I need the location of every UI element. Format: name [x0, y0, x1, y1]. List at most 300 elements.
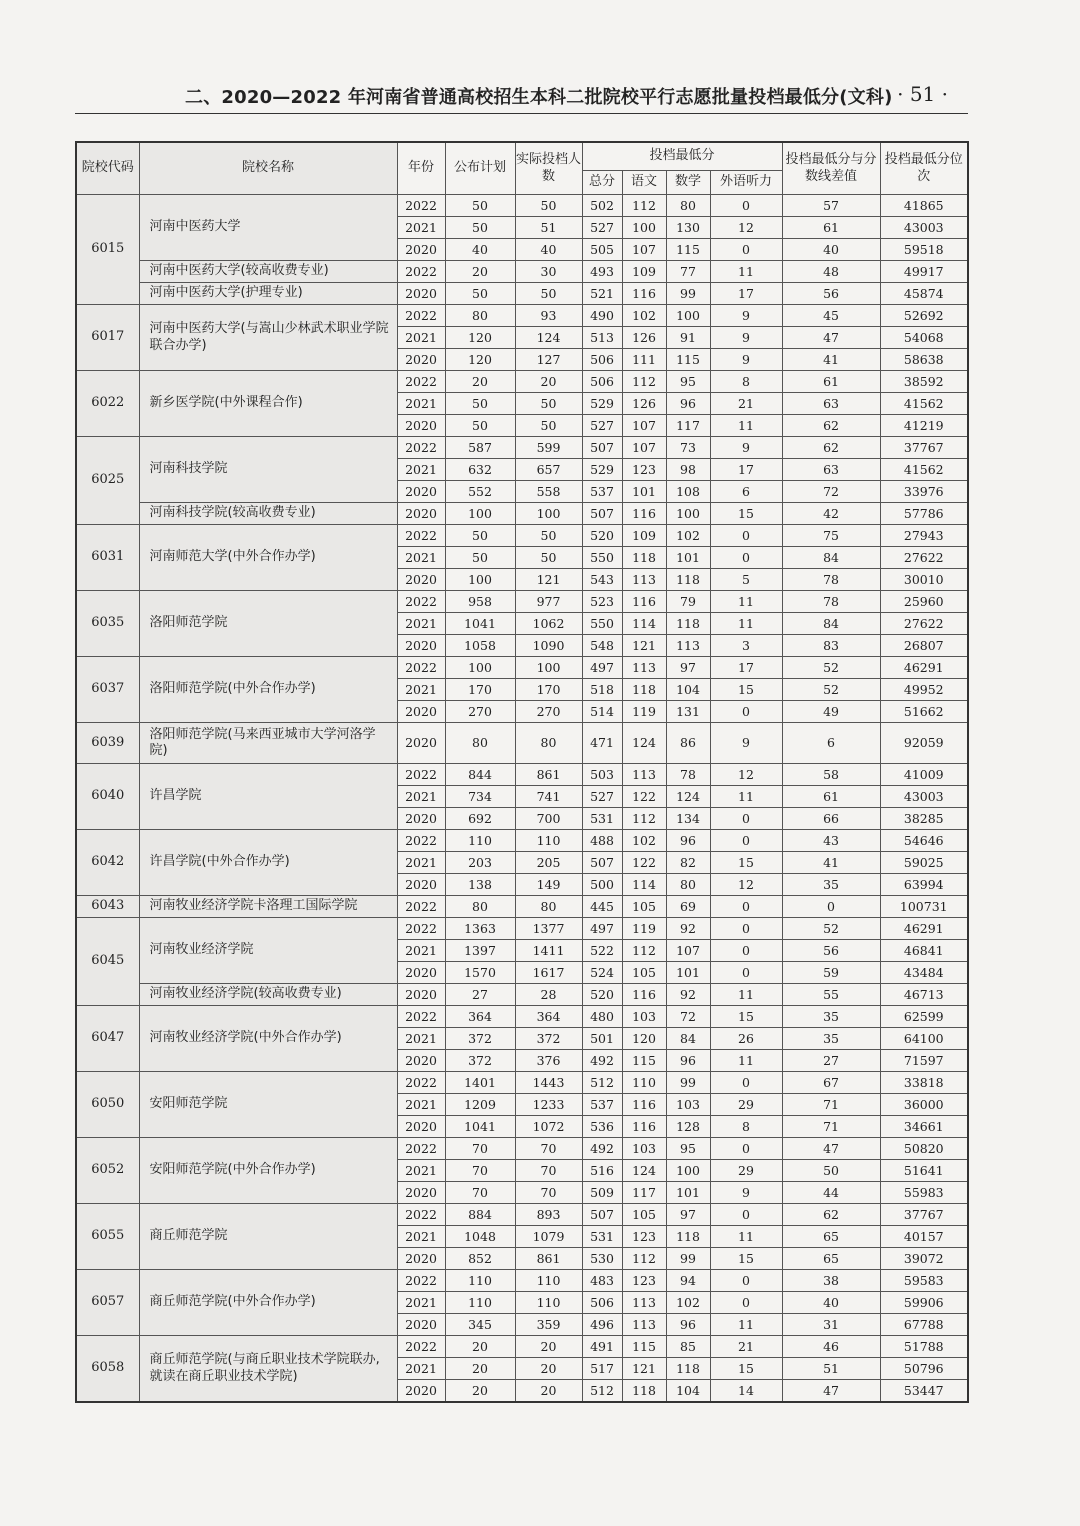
cell-math: 92: [666, 918, 710, 940]
cell-year: 2021: [397, 613, 445, 635]
cell-rank: 46291: [880, 918, 968, 940]
cell-diff: 40: [782, 239, 880, 261]
cell-plan: 70: [445, 1182, 515, 1204]
table-row: [76, 437, 968, 459]
cell-math: 104: [666, 1380, 710, 1403]
table-row: [76, 1138, 968, 1160]
cell-diff: 75: [782, 525, 880, 547]
cell-rank: 33818: [880, 1072, 968, 1094]
cell-total: 507: [582, 852, 622, 874]
cell-math: 108: [666, 481, 710, 503]
cell-rank: 46291: [880, 657, 968, 679]
cell-chinese: 109: [622, 525, 666, 547]
cell-actual: 657: [515, 459, 582, 481]
cell-total: 500: [582, 874, 622, 896]
cell-chinese: 126: [622, 327, 666, 349]
cell-chinese: 116: [622, 503, 666, 525]
cell-plan: 100: [445, 503, 515, 525]
cell-diff: 31: [782, 1314, 880, 1336]
cell-actual: 80: [515, 723, 582, 764]
school-code: 6045: [76, 918, 139, 1006]
cell-actual: 1377: [515, 918, 582, 940]
cell-rank: 100731: [880, 896, 968, 918]
cell-year: 2020: [397, 503, 445, 525]
cell-foreign: 14: [710, 1380, 782, 1403]
cell-rank: 46841: [880, 940, 968, 962]
col-header-chinese: 语文: [622, 171, 666, 195]
cell-chinese: 124: [622, 1160, 666, 1182]
cell-foreign: 3: [710, 635, 782, 657]
cell-foreign: 0: [710, 1292, 782, 1314]
cell-actual: 861: [515, 1248, 582, 1270]
cell-chinese: 110: [622, 1072, 666, 1094]
cell-total: 506: [582, 1292, 622, 1314]
cell-chinese: 113: [622, 1292, 666, 1314]
school-name: 河南中医药大学(与嵩山少林武术职业学院联合办学): [139, 305, 397, 371]
cell-total: 524: [582, 962, 622, 984]
cell-math: 79: [666, 591, 710, 613]
cell-actual: 20: [515, 1336, 582, 1358]
cell-chinese: 112: [622, 371, 666, 393]
cell-foreign: 11: [710, 1050, 782, 1072]
cell-chinese: 113: [622, 657, 666, 679]
cell-actual: 70: [515, 1160, 582, 1182]
cell-year: 2020: [397, 1182, 445, 1204]
cell-rank: 27943: [880, 525, 968, 547]
cell-diff: 58: [782, 764, 880, 786]
cell-year: 2021: [397, 217, 445, 239]
cell-diff: 47: [782, 327, 880, 349]
cell-actual: 1443: [515, 1072, 582, 1094]
cell-plan: 1397: [445, 940, 515, 962]
cell-diff: 38: [782, 1270, 880, 1292]
cell-foreign: 0: [710, 239, 782, 261]
cell-math: 97: [666, 1204, 710, 1226]
school-name: 河南中医药大学(护理专业): [139, 283, 397, 305]
cell-plan: 50: [445, 547, 515, 569]
cell-diff: 57: [782, 195, 880, 217]
cell-year: 2021: [397, 1160, 445, 1182]
cell-math: 95: [666, 371, 710, 393]
cell-diff: 52: [782, 679, 880, 701]
table-row: [76, 305, 968, 327]
cell-math: 99: [666, 1248, 710, 1270]
school-code: 6025: [76, 437, 139, 525]
cell-rank: 51662: [880, 701, 968, 723]
cell-math: 118: [666, 1358, 710, 1380]
cell-diff: 63: [782, 393, 880, 415]
cell-plan: 958: [445, 591, 515, 613]
school-name: 河南牧业经济学院卡洛理工国际学院: [139, 896, 397, 918]
cell-year: 2022: [397, 896, 445, 918]
cell-rank: 41562: [880, 393, 968, 415]
cell-year: 2021: [397, 940, 445, 962]
table-row: [76, 1006, 968, 1028]
cell-total: 518: [582, 679, 622, 701]
cell-diff: 50: [782, 1160, 880, 1182]
school-name: 新乡医学院(中外课程合作): [139, 371, 397, 437]
cell-diff: 78: [782, 591, 880, 613]
cell-math: 99: [666, 1072, 710, 1094]
cell-diff: 0: [782, 896, 880, 918]
cell-year: 2022: [397, 657, 445, 679]
cell-math: 85: [666, 1336, 710, 1358]
cell-rank: 34661: [880, 1116, 968, 1138]
cell-actual: 40: [515, 239, 582, 261]
cell-math: 118: [666, 569, 710, 591]
cell-actual: 70: [515, 1138, 582, 1160]
cell-total: 509: [582, 1182, 622, 1204]
cell-actual: 28: [515, 984, 582, 1006]
cell-diff: 62: [782, 415, 880, 437]
cell-plan: 364: [445, 1006, 515, 1028]
cell-chinese: 107: [622, 437, 666, 459]
cell-actual: 599: [515, 437, 582, 459]
cell-plan: 884: [445, 1204, 515, 1226]
cell-chinese: 121: [622, 635, 666, 657]
school-name: 安阳师范学院(中外合作办学): [139, 1138, 397, 1204]
cell-total: 517: [582, 1358, 622, 1380]
cell-plan: 1041: [445, 613, 515, 635]
cell-rank: 41562: [880, 459, 968, 481]
cell-math: 117: [666, 415, 710, 437]
cell-chinese: 119: [622, 701, 666, 723]
cell-math: 104: [666, 679, 710, 701]
col-header-year: 年份: [397, 142, 445, 195]
cell-year: 2022: [397, 1006, 445, 1028]
cell-actual: 741: [515, 786, 582, 808]
cell-math: 101: [666, 547, 710, 569]
cell-plan: 50: [445, 217, 515, 239]
cell-rank: 45874: [880, 283, 968, 305]
cell-diff: 84: [782, 547, 880, 569]
cell-foreign: 15: [710, 852, 782, 874]
cell-chinese: 121: [622, 1358, 666, 1380]
cell-year: 2020: [397, 349, 445, 371]
col-header-min-score: 投档最低分: [582, 142, 782, 171]
cell-total: 536: [582, 1116, 622, 1138]
cell-foreign: 15: [710, 503, 782, 525]
cell-plan: 100: [445, 569, 515, 591]
cell-foreign: 11: [710, 1226, 782, 1248]
cell-year: 2020: [397, 701, 445, 723]
cell-total: 516: [582, 1160, 622, 1182]
cell-actual: 372: [515, 1028, 582, 1050]
cell-year: 2021: [397, 1358, 445, 1380]
school-name: 河南科技学院: [139, 437, 397, 503]
cell-math: 82: [666, 852, 710, 874]
cell-total: 492: [582, 1050, 622, 1072]
cell-foreign: 0: [710, 525, 782, 547]
cell-foreign: 17: [710, 657, 782, 679]
cell-total: 491: [582, 1336, 622, 1358]
cell-plan: 372: [445, 1028, 515, 1050]
cell-foreign: 0: [710, 1072, 782, 1094]
cell-rank: 51641: [880, 1160, 968, 1182]
cell-diff: 52: [782, 657, 880, 679]
cell-actual: 110: [515, 830, 582, 852]
cell-rank: 62599: [880, 1006, 968, 1028]
cell-actual: 51: [515, 217, 582, 239]
cell-diff: 65: [782, 1226, 880, 1248]
cell-year: 2021: [397, 547, 445, 569]
col-header-plan: 公布计划: [445, 142, 515, 195]
cell-actual: 1617: [515, 962, 582, 984]
cell-total: 488: [582, 830, 622, 852]
cell-math: 96: [666, 393, 710, 415]
cell-year: 2020: [397, 723, 445, 764]
cell-actual: 1079: [515, 1226, 582, 1248]
table-row: [76, 371, 968, 393]
cell-actual: 1062: [515, 613, 582, 635]
cell-year: 2022: [397, 591, 445, 613]
school-code: 6040: [76, 764, 139, 830]
cell-math: 100: [666, 503, 710, 525]
cell-actual: 50: [515, 547, 582, 569]
cell-plan: 1048: [445, 1226, 515, 1248]
cell-plan: 120: [445, 349, 515, 371]
school-name: 河南中医药大学(较高收费专业): [139, 261, 397, 283]
cell-actual: 100: [515, 657, 582, 679]
cell-year: 2022: [397, 1072, 445, 1094]
cell-total: 505: [582, 239, 622, 261]
school-code: 6050: [76, 1072, 139, 1138]
cell-total: 506: [582, 349, 622, 371]
cell-math: 102: [666, 525, 710, 547]
cell-rank: 25960: [880, 591, 968, 613]
cell-plan: 852: [445, 1248, 515, 1270]
school-code: 6043: [76, 896, 139, 918]
cell-actual: 50: [515, 415, 582, 437]
cell-diff: 35: [782, 1028, 880, 1050]
school-name: 河南中医药大学: [139, 195, 397, 261]
cell-actual: 50: [515, 393, 582, 415]
school-name: 河南牧业经济学院: [139, 918, 397, 984]
cell-total: 497: [582, 918, 622, 940]
school-code: 6022: [76, 371, 139, 437]
cell-year: 2020: [397, 415, 445, 437]
cell-chinese: 107: [622, 415, 666, 437]
cell-foreign: 9: [710, 305, 782, 327]
cell-year: 2021: [397, 1226, 445, 1248]
cell-math: 84: [666, 1028, 710, 1050]
table-body: [76, 195, 968, 1403]
cell-chinese: 113: [622, 569, 666, 591]
cell-math: 128: [666, 1116, 710, 1138]
cell-actual: 376: [515, 1050, 582, 1072]
cell-foreign: 26: [710, 1028, 782, 1050]
cell-chinese: 116: [622, 1116, 666, 1138]
cell-rank: 71597: [880, 1050, 968, 1072]
cell-rank: 50796: [880, 1358, 968, 1380]
cell-foreign: 0: [710, 830, 782, 852]
cell-year: 2020: [397, 1380, 445, 1403]
table-row: [76, 918, 968, 940]
cell-foreign: 15: [710, 679, 782, 701]
cell-plan: 50: [445, 393, 515, 415]
cell-actual: 149: [515, 874, 582, 896]
cell-foreign: 12: [710, 764, 782, 786]
cell-foreign: 0: [710, 1204, 782, 1226]
cell-plan: 70: [445, 1160, 515, 1182]
cell-plan: 110: [445, 1292, 515, 1314]
school-name: 洛阳师范学院: [139, 591, 397, 657]
cell-actual: 121: [515, 569, 582, 591]
cell-total: 527: [582, 415, 622, 437]
cell-plan: 372: [445, 1050, 515, 1072]
cell-math: 69: [666, 896, 710, 918]
cell-math: 118: [666, 613, 710, 635]
cell-plan: 587: [445, 437, 515, 459]
cell-diff: 67: [782, 1072, 880, 1094]
cell-rank: 26807: [880, 635, 968, 657]
cell-math: 95: [666, 1138, 710, 1160]
cell-diff: 42: [782, 503, 880, 525]
cell-math: 115: [666, 239, 710, 261]
cell-plan: 1401: [445, 1072, 515, 1094]
cell-year: 2020: [397, 283, 445, 305]
cell-math: 97: [666, 657, 710, 679]
cell-actual: 1072: [515, 1116, 582, 1138]
cell-total: 483: [582, 1270, 622, 1292]
cell-chinese: 114: [622, 613, 666, 635]
cell-math: 86: [666, 723, 710, 764]
cell-diff: 45: [782, 305, 880, 327]
table-row: [76, 283, 968, 305]
cell-chinese: 120: [622, 1028, 666, 1050]
cell-math: 92: [666, 984, 710, 1006]
cell-rank: 36000: [880, 1094, 968, 1116]
cell-diff: 72: [782, 481, 880, 503]
cell-plan: 50: [445, 415, 515, 437]
cell-foreign: 0: [710, 896, 782, 918]
cell-diff: 27: [782, 1050, 880, 1072]
cell-rank: 54068: [880, 327, 968, 349]
cell-diff: 41: [782, 349, 880, 371]
cell-foreign: 11: [710, 591, 782, 613]
cell-diff: 63: [782, 459, 880, 481]
cell-foreign: 15: [710, 1006, 782, 1028]
cell-foreign: 8: [710, 371, 782, 393]
cell-actual: 50: [515, 283, 582, 305]
cell-total: 529: [582, 393, 622, 415]
cell-year: 2021: [397, 1292, 445, 1314]
cell-total: 523: [582, 591, 622, 613]
cell-foreign: 9: [710, 327, 782, 349]
cell-year: 2020: [397, 962, 445, 984]
cell-year: 2022: [397, 261, 445, 283]
cell-year: 2022: [397, 830, 445, 852]
cell-chinese: 113: [622, 764, 666, 786]
table-row: [76, 525, 968, 547]
cell-foreign: 11: [710, 1314, 782, 1336]
cell-chinese: 103: [622, 1138, 666, 1160]
cell-foreign: 11: [710, 613, 782, 635]
cell-plan: 20: [445, 371, 515, 393]
cell-rank: 92059: [880, 723, 968, 764]
cell-foreign: 21: [710, 1336, 782, 1358]
table-row: [76, 723, 968, 764]
cell-foreign: 5: [710, 569, 782, 591]
school-name: 许昌学院: [139, 764, 397, 830]
cell-foreign: 9: [710, 437, 782, 459]
cell-plan: 20: [445, 1380, 515, 1403]
school-name: 河南师范大学(中外合作办学): [139, 525, 397, 591]
cell-chinese: 116: [622, 591, 666, 613]
header-rule: [75, 113, 968, 114]
cell-rank: 39072: [880, 1248, 968, 1270]
school-code: 6047: [76, 1006, 139, 1072]
cell-rank: 55983: [880, 1182, 968, 1204]
cell-plan: 20: [445, 261, 515, 283]
cell-math: 100: [666, 1160, 710, 1182]
cell-diff: 41: [782, 852, 880, 874]
cell-chinese: 107: [622, 239, 666, 261]
cell-total: 527: [582, 786, 622, 808]
cell-year: 2022: [397, 305, 445, 327]
cell-actual: 50: [515, 195, 582, 217]
cell-foreign: 12: [710, 217, 782, 239]
table-row: [76, 1336, 968, 1358]
cell-rank: 59583: [880, 1270, 968, 1292]
cell-chinese: 105: [622, 1204, 666, 1226]
cell-chinese: 123: [622, 1226, 666, 1248]
cell-rank: 46713: [880, 984, 968, 1006]
cell-year: 2021: [397, 1094, 445, 1116]
cell-year: 2021: [397, 679, 445, 701]
cell-rank: 51788: [880, 1336, 968, 1358]
cell-year: 2022: [397, 525, 445, 547]
cell-plan: 110: [445, 830, 515, 852]
cell-rank: 67788: [880, 1314, 968, 1336]
cell-year: 2020: [397, 984, 445, 1006]
table-row: [76, 195, 968, 217]
cell-diff: 49: [782, 701, 880, 723]
cell-actual: 20: [515, 371, 582, 393]
cell-total: 513: [582, 327, 622, 349]
cell-math: 115: [666, 349, 710, 371]
school-code: 6042: [76, 830, 139, 896]
cell-plan: 80: [445, 896, 515, 918]
cell-diff: 66: [782, 808, 880, 830]
cell-diff: 6: [782, 723, 880, 764]
school-name: 洛阳师范学院(马来西亚城市大学河洛学院): [139, 723, 397, 764]
cell-plan: 50: [445, 525, 515, 547]
cell-total: 492: [582, 1138, 622, 1160]
cell-diff: 71: [782, 1116, 880, 1138]
cell-diff: 40: [782, 1292, 880, 1314]
cell-rank: 27622: [880, 613, 968, 635]
cell-year: 2022: [397, 1336, 445, 1358]
cell-rank: 40157: [880, 1226, 968, 1248]
cell-rank: 41009: [880, 764, 968, 786]
cell-year: 2020: [397, 239, 445, 261]
cell-chinese: 113: [622, 1314, 666, 1336]
col-header-rank: 投档最低分位次: [880, 142, 968, 195]
cell-total: 490: [582, 305, 622, 327]
cell-math: 72: [666, 1006, 710, 1028]
cell-plan: 734: [445, 786, 515, 808]
col-header-diff: 投档最低分与分数线差值: [782, 142, 880, 195]
cell-math: 102: [666, 1292, 710, 1314]
cell-total: 480: [582, 1006, 622, 1028]
cell-foreign: 0: [710, 1138, 782, 1160]
cell-plan: 20: [445, 1358, 515, 1380]
cell-foreign: 11: [710, 786, 782, 808]
page-number: · 51 ·: [897, 82, 948, 106]
cell-total: 496: [582, 1314, 622, 1336]
school-name: 商丘师范学院(与商丘职业技术学院联办,就读在商丘职业技术学院): [139, 1336, 397, 1403]
